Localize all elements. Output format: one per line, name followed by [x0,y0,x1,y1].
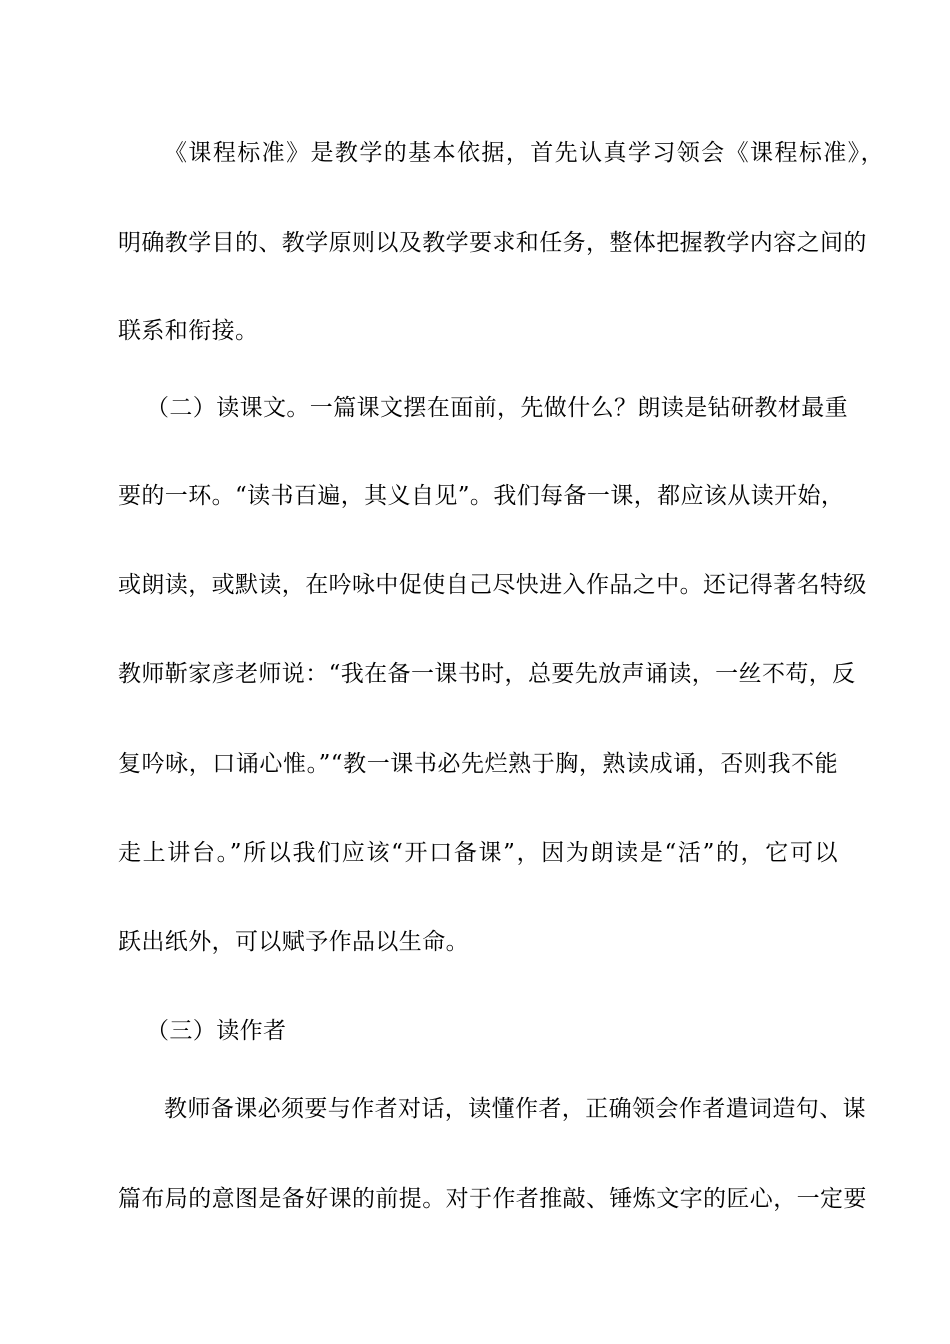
paragraph-line-1: 《课程标准》是教学的基本依据，首先认真学习领会《课程标准》， [164,140,884,166]
paragraph-line-4: （二）读课文。一篇课文摆在面前，先做什么？朗读是钻研教材最重 [146,395,848,421]
paragraph-line-12: 教师备课必须要与作者对话，读懂作者，正确领会作者遣词造句、谋 [164,1096,866,1122]
paragraph-line-3: 联系和衔接。 [118,318,259,344]
paragraph-line-8: 复吟咏，口诵心惟。”“教一课书必先烂熟于胸，熟读成诵，否则我不能 [118,751,838,777]
paragraph-line-6: 或朗读，或默读，在吟咏中促使自己尽快进入作品之中。还记得著名特级 [118,572,867,598]
paragraph-line-2: 明确教学目的、教学原则以及教学要求和任务，整体把握教学内容之间的 [118,230,867,256]
paragraph-line-9: 走上讲台。”所以我们应该“开口备课”，因为朗读是“活”的，它可以 [118,840,838,866]
section-heading: （三）读作者 [146,1018,287,1044]
paragraph-line-13: 篇布局的意图是备好课的前提。对于作者推敲、锤炼文字的匠心，一定要 [118,1186,867,1212]
paragraph-line-10: 跃出纸外，可以赋予作品以生命。 [118,929,469,955]
paragraph-line-7: 教师靳家彦老师说：“我在备一课书时，总要先放声诵读，一丝不苟，反 [118,661,856,687]
paragraph-line-5: 要的一环。“读书百遍，其义自见”。我们每备一课，都应该从读开始， [118,483,845,509]
